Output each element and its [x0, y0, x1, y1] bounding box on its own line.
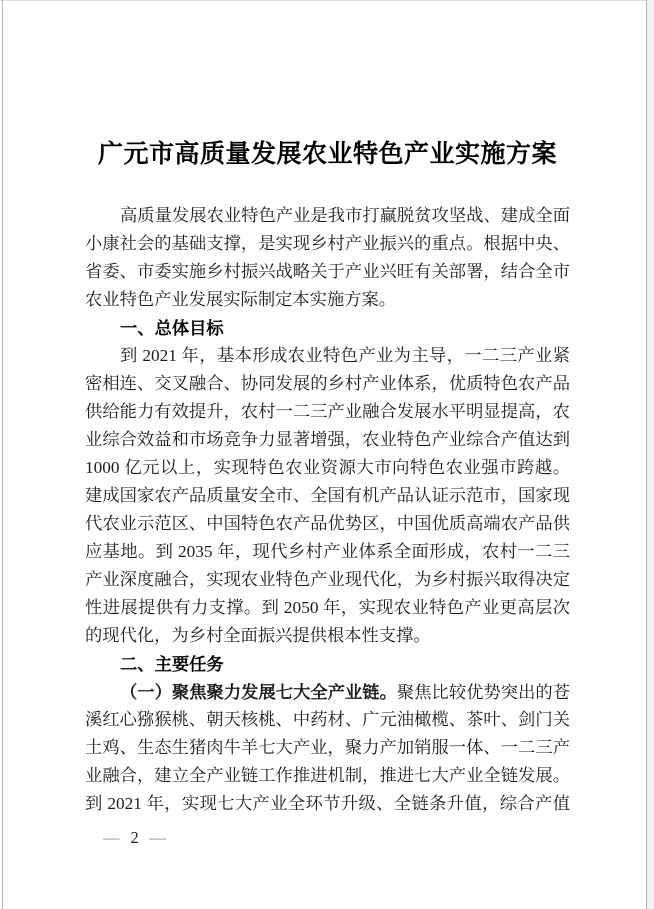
- paragraph-intro: [85, 202, 570, 314]
- text-line: 小康社会的基础支撑，是实现乡村产业振兴的重点。根据中央、: [85, 234, 570, 253]
- text-line: 性进展提供有力支撑。到 2050 年，实现农业特色产业更高层次: [85, 598, 570, 617]
- page-number-left-dash: —: [103, 828, 120, 847]
- paragraph-goals: [85, 342, 570, 650]
- text-line: 土鸡、生态生猪肉牛羊七大产业，聚力产加销服一体、一二三产: [85, 738, 570, 757]
- task-lead-rest: 聚焦比较优势突出的苍: [396, 683, 570, 702]
- text-line: 到 2021 年，基本形成农业特色产业为主导，一二三产业紧: [120, 346, 570, 365]
- text-line: 省委、市委实施乡村振兴战略关于产业兴旺有关部署，结合全市: [85, 262, 570, 281]
- text-line: 产业深度融合，实现农业特色产业现代化，为乡村振兴取得决定: [85, 570, 570, 589]
- text-line: 到 2021 年，实现七大产业全环节升级、全链条升值，综合产值: [85, 794, 570, 813]
- page-number: [103, 824, 166, 852]
- paragraph-tasks: [85, 678, 570, 818]
- scan-edge-right: [646, 0, 647, 909]
- text-line: 农业特色产业发展实际制定本实施方案。: [85, 290, 397, 309]
- text-line: 高质量发展农业特色产业是我市打赢脱贫攻坚战、建成全面: [120, 206, 570, 225]
- text-line: 代农业示范区、中国特色农产品优势区，中国优质高端农产品供: [85, 514, 570, 533]
- document-title: 广元市高质量发展农业特色产业实施方案: [97, 141, 557, 168]
- text-line: 应基地。到 2035 年，现代乡村产业体系全面形成，农村一二三: [85, 542, 570, 561]
- text-line: 1000 亿元以上，实现特色农业资源大市向特色农业强市跨越。: [85, 458, 570, 477]
- text-line: 业综合效益和市场竞争力显著增强，农业特色产业综合产值达到: [85, 430, 570, 449]
- document-body: [85, 138, 570, 818]
- task-lead-label: （一）聚焦聚力发展七大全产业链。: [120, 682, 397, 702]
- section-heading-overall-goals: 一、总体目标: [120, 318, 224, 338]
- scan-edge-right-shade: [647, 0, 654, 909]
- text-line: 的现代化，为乡村全面振兴提供根本性支撑。: [85, 626, 431, 645]
- page-number-right-dash: —: [149, 828, 167, 847]
- text-line: 供给能力有效提升，农村一二三产业融合发展水平明显提高，农: [85, 402, 570, 421]
- text-line: 溪红心猕猴桃、朝天核桃、中药材、广元油橄榄、茶叶、剑门关: [85, 710, 570, 729]
- page-number-value: 2: [130, 828, 139, 847]
- text-line: 业融合，建立全产业链工作推进机制，推进七大产业全链发展。: [85, 766, 570, 785]
- scan-edge-top: [0, 0, 654, 1]
- section-heading-main-tasks: 二、主要任务: [120, 654, 224, 674]
- text-line: 密相连、交叉融合、协同发展的乡村产业体系，优质特色农产品: [85, 374, 570, 393]
- text-line: [85, 678, 570, 706]
- scan-edge-left: [2, 0, 3, 909]
- text-line: 建成国家农产品质量安全市、全国有机产品认证示范市，国家现: [85, 486, 570, 505]
